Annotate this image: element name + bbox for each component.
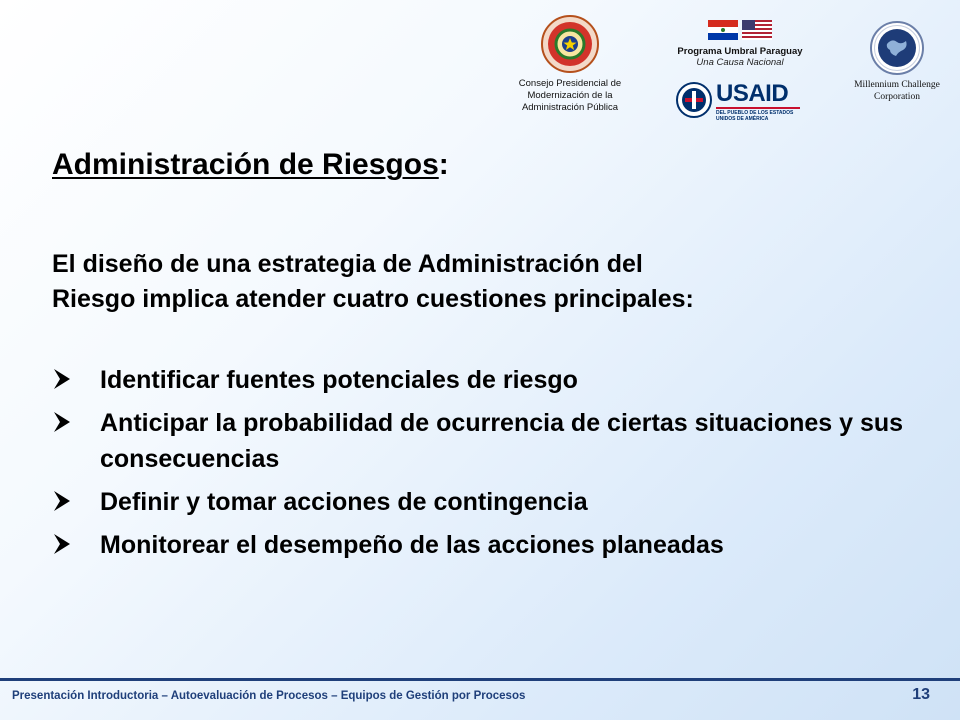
usaid-wordmark: USAID [716, 80, 789, 107]
usaid-tagline-2: UNIDOS DE AMÉRICA [716, 116, 769, 122]
consejo-logo-block [508, 14, 632, 114]
bullet-text: Identificar fuentes potenciales de riesgo [100, 366, 578, 394]
intro-line-1: El diseño de una estrategia de Administración del [52, 250, 643, 278]
bullet-item [52, 484, 932, 520]
programa-umbral-block [660, 20, 820, 68]
arrow-bullet-icon [52, 368, 72, 390]
arrow-bullet-icon [52, 490, 72, 512]
paraguay-flag-icon [708, 20, 738, 40]
mcc-logo-block [842, 20, 952, 103]
bullet-item [52, 405, 932, 477]
bullet-text: Anticipar la probabilidad de ocurrencia de ciertas situaciones y sus consecuencias [100, 409, 904, 473]
arrow-bullet-icon [52, 411, 72, 433]
usaid-tagline-1: DEL PUEBLO DE LOS ESTADOS [716, 110, 794, 116]
slide-title-text: Administración de Riesgos [52, 148, 439, 181]
usaid-seal-icon [676, 82, 712, 118]
footer-divider [0, 678, 960, 681]
mcc-seal-icon [869, 20, 925, 76]
slide-title-colon: : [438, 148, 449, 181]
programa-title: Programa Umbral Paraguay [677, 46, 803, 57]
consejo-line-1: Consejo Presidencial de [518, 78, 622, 89]
mcc-line-1: Millennium Challenge [854, 80, 940, 90]
footer-text: Presentación Introductoria – Autoevaluación de Procesos – Equipos de Gestión por Procesos [12, 690, 526, 702]
slide-title [52, 148, 449, 182]
page-number: 13 [912, 686, 930, 703]
bullet-text: Monitorear el desempeño de las acciones planeadas [100, 531, 724, 559]
mcc-line-2: Corporation [874, 92, 920, 102]
consejo-line-3: Administración Pública [521, 102, 619, 113]
intro-line-2: Riesgo implica atender cuatro cuestiones principales: [52, 285, 694, 313]
usa-flag-icon [742, 20, 772, 40]
bullet-item [52, 362, 932, 398]
bullet-list [52, 362, 932, 570]
programa-subtitle: Una Causa Nacional [696, 57, 784, 68]
arrow-bullet-icon [52, 533, 72, 555]
intro-paragraph [52, 247, 912, 317]
consejo-line-2: Modernización de la [527, 90, 613, 101]
paraguay-seal-icon [540, 14, 600, 74]
usaid-logo [676, 80, 806, 120]
bullet-text: Definir y tomar acciones de contingencia [100, 488, 588, 516]
bullet-item [52, 527, 932, 563]
